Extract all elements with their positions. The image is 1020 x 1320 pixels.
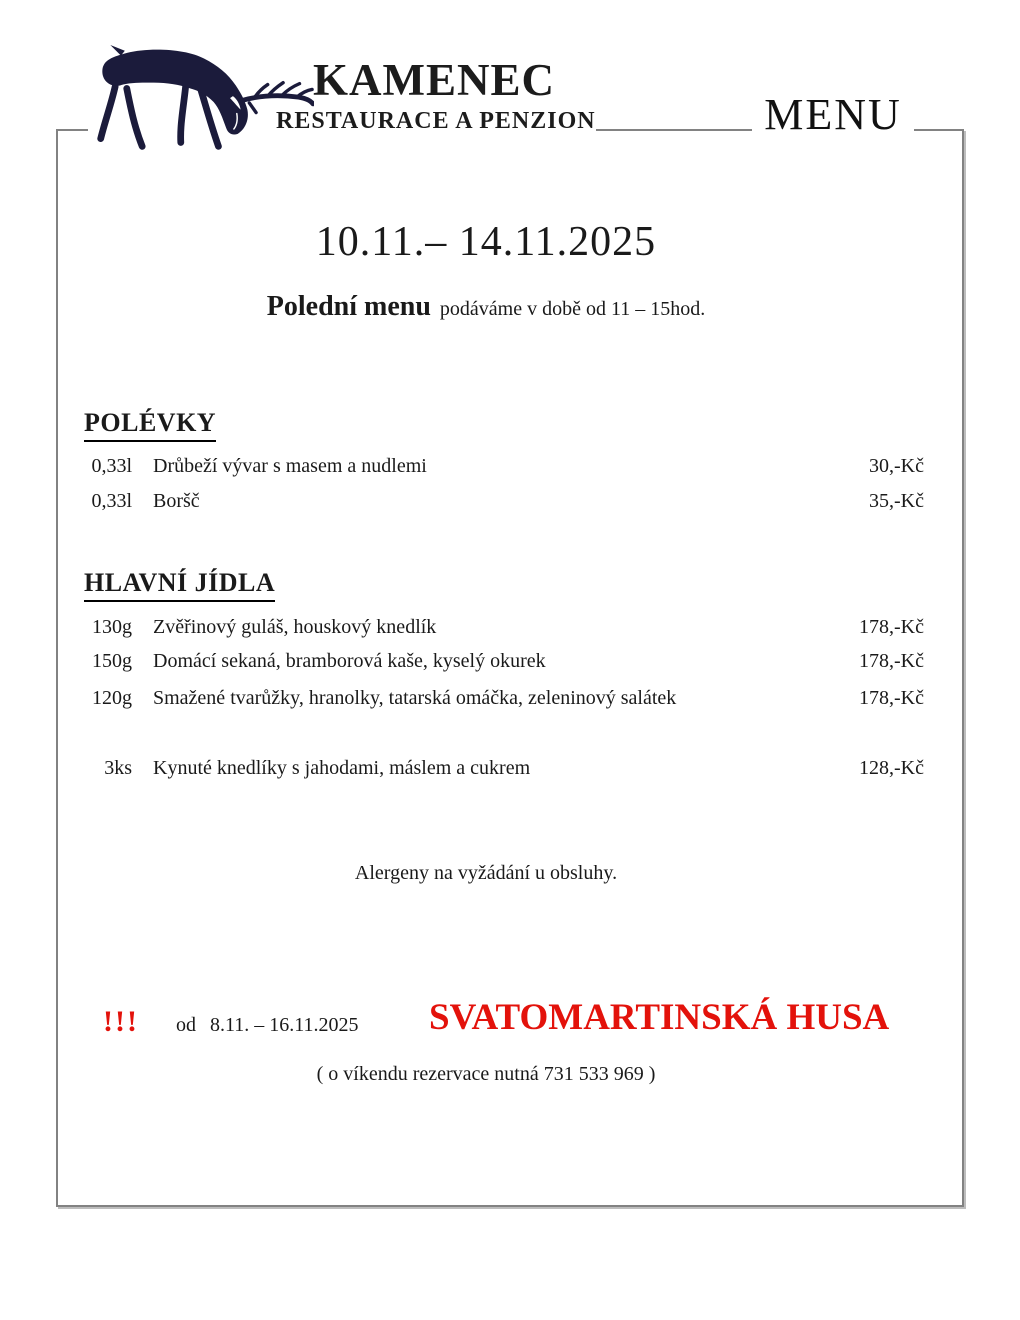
allergen-note: Alergeny na vyžádání u obsluhy. <box>354 862 618 884</box>
item-qty: 0,33l <box>91 490 132 512</box>
intro-line <box>56 291 916 323</box>
special-period <box>176 1014 359 1037</box>
item-name: Zvěřinový guláš, houskový knedlík <box>153 616 437 638</box>
item-price: 178,-Kč <box>859 616 924 638</box>
brand-subtitle: RESTAURACE A PENZION <box>276 108 596 134</box>
date-range: 10.11.– 14.11.2025 <box>315 219 657 265</box>
menu-item-row <box>84 687 924 710</box>
reservation-note: ( o víkendu rezervace nutná 731 533 969 ) <box>316 1063 656 1085</box>
item-qty: 130g <box>92 616 132 638</box>
item-price: 30,-Kč <box>869 455 924 477</box>
item-price: 178,-Kč <box>859 650 924 672</box>
menu-item-row <box>84 650 924 673</box>
brand-text <box>276 55 596 135</box>
special-title: SVATOMARTINSKÁ HUSA <box>429 997 890 1038</box>
item-name: Kynuté knedlíky s jahodami, máslem a cukrem <box>153 757 531 779</box>
menu-title: MENU <box>752 84 914 144</box>
item-qty: 120g <box>92 687 132 709</box>
special-period-range: 8.11. – 16.11.2025 <box>210 1014 359 1036</box>
item-name: Drůbeží vývar s masem a nudlemi <box>153 455 427 477</box>
item-qty: 150g <box>92 650 132 672</box>
item-name: Boršč <box>153 490 200 512</box>
brand-name: KAMENEC <box>313 55 555 105</box>
item-qty: 3ks <box>104 757 132 779</box>
menu-item-row <box>84 616 924 639</box>
special-exclaim: !!! <box>103 1005 139 1038</box>
item-name: Smažené tvarůžky, hranolky, tatarská omáčka, zeleninový salátek <box>153 687 677 709</box>
menu-item-row <box>84 757 924 780</box>
item-price: 128,-Kč <box>859 757 924 779</box>
intro-bold: Polední menu <box>266 291 431 322</box>
brand-logo <box>88 36 596 164</box>
menu-item-row <box>84 455 924 478</box>
menu-item-row <box>84 490 924 513</box>
item-price: 178,-Kč <box>859 687 924 709</box>
item-price: 35,-Kč <box>869 490 924 512</box>
section-heading-soups: POLÉVKY <box>84 408 216 442</box>
item-name: Domácí sekaná, bramborová kaše, kyselý okurek <box>153 650 546 672</box>
intro-rest: podáváme v době od 11 – 15hod. <box>439 298 706 320</box>
section-heading-mains: HLAVNÍ JÍDLA <box>84 568 275 602</box>
item-qty: 0,33l <box>91 455 132 477</box>
special-period-prefix: od <box>176 1014 196 1036</box>
